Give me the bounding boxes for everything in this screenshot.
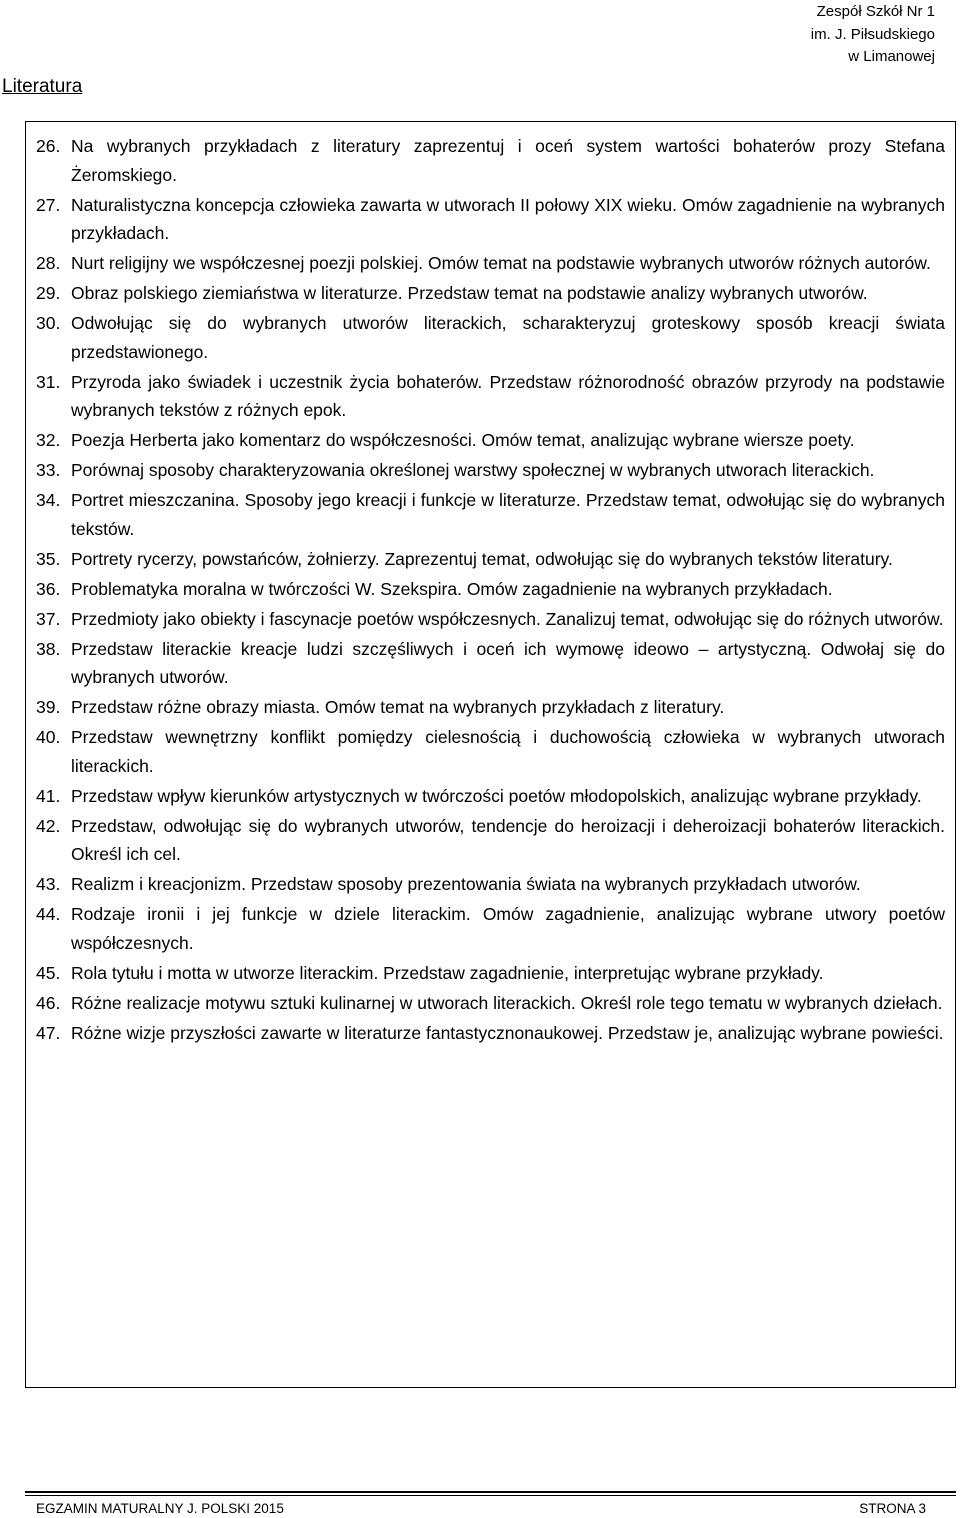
topic-text: Przedstaw literackie kreacje ludzi szczęśliwych i oceń ich wymowę ideowo – artystyczną. Odwołaj się do wybranych utworów.: [71, 638, 945, 687]
topic-number: 35.: [36, 548, 61, 569]
topic-item: [36, 486, 945, 543]
topic-text: Przyroda jako świadek i uczestnik życia bohaterów. Przedstaw różnorodność obrazów przyrody na podstawie wybranych tekstów z różnych epok.: [71, 371, 945, 420]
topic-item: [36, 870, 945, 899]
topic-number: 26.: [36, 136, 61, 156]
topic-number: 47.: [36, 1022, 61, 1043]
topic-text: Przedmioty jako obiekty i fascynacje poetów współczesnych. Zanalizuj temat, odwołując się do różnych utworów.: [71, 608, 944, 629]
topic-number: 44.: [36, 904, 61, 924]
topic-item: [36, 1019, 945, 1048]
footer-rule: [25, 1491, 956, 1493]
topic-number: 28.: [36, 253, 61, 273]
topic-item: [36, 723, 945, 780]
section-title: Literatura: [2, 76, 83, 97]
footer-rule-thin: [25, 1495, 956, 1496]
topic-text: Obraz polskiego ziemiaństwa w literaturze. Przedstaw temat na podstawie analizy wybranych utworów.: [71, 283, 868, 303]
topic-item: [36, 900, 945, 957]
topic-item: [36, 575, 945, 604]
topic-item: [36, 693, 945, 722]
school-line: im. J. Piłsudskiego: [810, 25, 935, 43]
topic-text: Odwołując się do wybranych utworów literackich, scharakteryzuj groteskowy sposób kreacji świata przedstawionego.: [71, 313, 945, 362]
topic-text: Różne realizacje motywu sztuki kulinarnej w utworach literackich. Określ role tego tematu w wybranych dziełach.: [71, 992, 943, 1013]
topic-item: [36, 782, 945, 811]
topic-item: [36, 368, 945, 425]
topic-item: [36, 249, 945, 278]
topic-number: 32.: [36, 430, 61, 450]
topic-text: Rola tytułu i motta w utworze literackim. Przedstaw zagadnienie, interpretując wybrane przykłady.: [71, 962, 824, 983]
school-line: Zespół Szkół Nr 1: [816, 3, 935, 20]
topic-item: [36, 309, 945, 366]
topic-text: Porównaj sposoby charakteryzowania określonej warstwy społecznej w wybranych utworach literackich.: [71, 460, 875, 480]
topic-text: Przedstaw, odwołując się do wybranych utworów, tendencje do heroizacji i deheroizacji bohaterów literackich. Określ ich cel.: [71, 815, 945, 864]
topic-item: [36, 635, 945, 692]
topic-text: Nurt religijny we współczesnej poezji polskiej. Omów temat na podstawie wybranych utworów różnych autorów.: [71, 253, 931, 273]
topic-item: [36, 279, 945, 308]
topic-number: 41.: [36, 785, 61, 806]
topic-number: 45.: [36, 962, 61, 983]
school-line: w Limanowej: [848, 48, 935, 65]
topic-item: [36, 605, 945, 634]
topic-item: [36, 989, 945, 1018]
topic-text: Przedstaw wpływ kierunków artystycznych w twórczości poetów młodopolskich, analizując wybrane przykłady.: [71, 785, 922, 806]
topic-number: 31.: [36, 371, 61, 392]
topic-text: Naturalistyczna koncepcja człowieka zawarta w utworach II połowy XIX wieku. Omów zagadnienie na wybranych przykładach.: [71, 194, 945, 243]
topic-text: Realizm i kreacjonizm. Przedstaw sposoby prezentowania świata na wybranych przykładach utworów.: [71, 874, 861, 894]
topic-text: Portret mieszczanina. Sposoby jego kreacji i funkcje w literaturze. Przedstaw temat, odwołując się do wybranych tekstów.: [71, 490, 945, 539]
school-name: [811, 1, 935, 69]
topic-item: [36, 191, 945, 248]
topic-number: 27.: [36, 194, 61, 215]
page-number: STRONA 3: [859, 1501, 926, 1516]
topic-number: 38.: [36, 638, 61, 659]
topic-text: Na wybranych przykładach z literatury zaprezentuj i oceń system wartości bohaterów prozy Stefana Żeromskiego.: [71, 136, 945, 185]
topic-text: Poezja Herberta jako komentarz do współczesności. Omów temat, analizując wybrane wiersze poety.: [71, 430, 855, 450]
topic-item: [36, 456, 945, 485]
topic-item: [36, 132, 945, 189]
topic-number: 37.: [36, 608, 61, 629]
topics-list: [36, 132, 945, 1049]
topic-number: 40.: [36, 727, 61, 747]
topic-number: 33.: [36, 460, 61, 480]
topic-number: 29.: [36, 283, 61, 303]
topic-text: Rodzaje ironii i jej funkcje w dziele literackim. Omów zagadnienie, analizując wybrane utwory poetów współczesnych.: [71, 904, 945, 953]
topic-text: Portrety rycerzy, powstańców, żołnierzy. Zaprezentuj temat, odwołując się do wybranych tekstów literatury.: [71, 548, 893, 569]
topic-number: 30.: [36, 313, 61, 333]
topic-text: Różne wizje przyszłości zawarte w literaturze fantastycznonaukowej. Przedstaw je, analizując wybrane powieści.: [71, 1022, 944, 1043]
topic-text: Przedstaw wewnętrzny konflikt pomiędzy cielesnością i duchowością człowieka w wybranych utworach literackich.: [71, 727, 945, 776]
topic-item: [36, 812, 945, 869]
footer-exam-title: EGZAMIN MATURALNY J. POLSKI 2015: [36, 1501, 284, 1516]
topic-number: 42.: [36, 815, 61, 836]
topic-number: 43.: [36, 874, 61, 894]
topic-number: 34.: [36, 490, 61, 510]
topic-item: [36, 959, 945, 988]
topic-text: Problematyka moralna w twórczości W. Szekspira. Omów zagadnienie na wybranych przykładach.: [71, 578, 833, 599]
topic-number: 36.: [36, 578, 61, 599]
topic-item: [36, 545, 945, 574]
topic-item: [36, 426, 945, 455]
topic-text: Przedstaw różne obrazy miasta. Omów temat na wybranych przykładach z literatury.: [71, 697, 725, 717]
topic-number: 46.: [36, 992, 61, 1013]
topic-number: 39.: [36, 697, 61, 717]
